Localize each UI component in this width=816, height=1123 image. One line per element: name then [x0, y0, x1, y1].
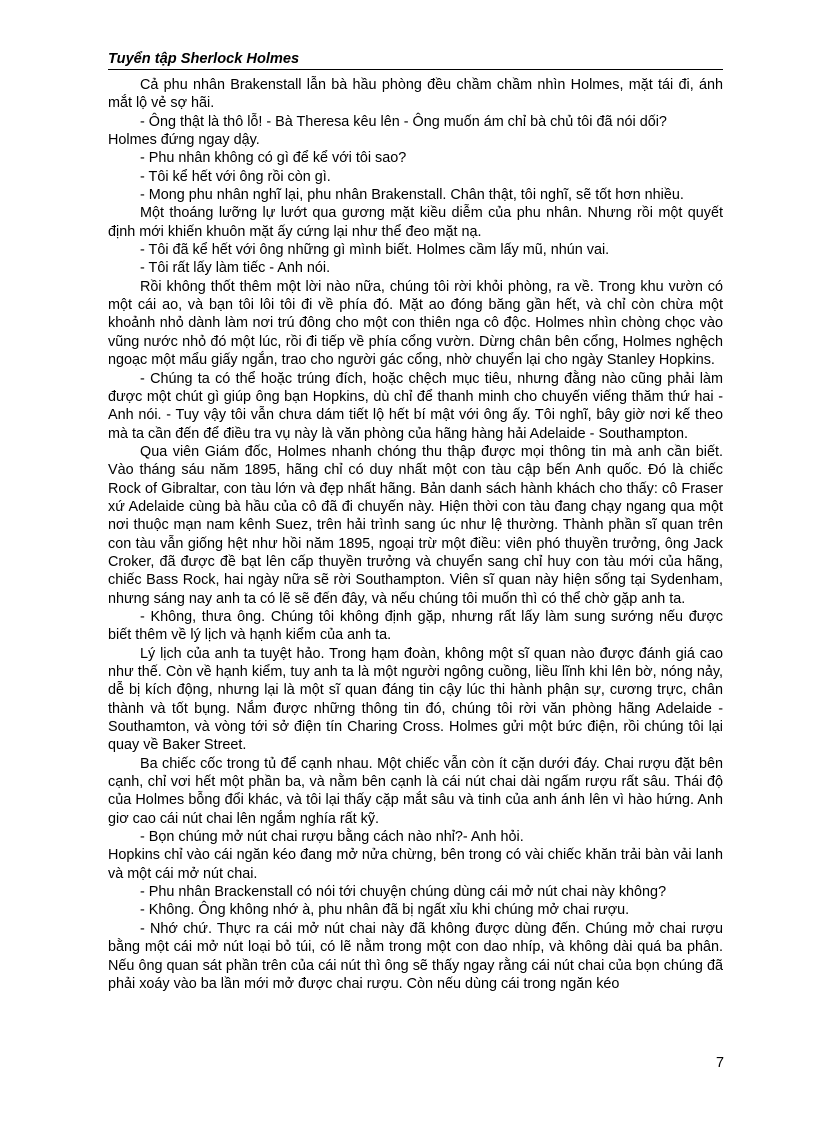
paragraph: Rồi không thốt thêm một lời nào nữa, chúng tôi rời khỏi phòng, ra về. Trong khu vườn có một cái ao, và bạn tôi lôi tôi đi về phía đó. Mặt ao đóng băng gần hết, và chỉ còn chừa một khoảnh nhỏ dành làm nơi trú đông cho một con thiên nga cô độc. Holmes nhìn chòng chọc vào vũng nước nhỏ đó một lúc, rồi đi tiếp về phía cổng vườn. Dừng chân bên cổng, Holmes nghệch ngoạc một mẩu giấy ngắn, trao cho người gác cổng, nhờ chuyển lại cho ngày Stanley Hopkins.: [108, 278, 723, 369]
page-number: 7: [715, 1055, 724, 1071]
paragraph: - Mong phu nhân nghĩ lại, phu nhân Brakenstall. Chân thật, tôi nghĩ, sẽ tốt hơn nhiều.: [140, 187, 684, 204]
paragraph: Holmes đứng ngay dậy.: [108, 132, 260, 149]
paragraph: - Tôi rất lấy làm tiếc - Anh nói.: [140, 260, 331, 277]
paragraph: - Phu nhân Brackenstall có nói tới chuyện chúng dùng cái mở nút chai này không?: [140, 884, 667, 901]
paragraph: Hopkins chỉ vào cái ngăn kéo đang mở nửa chừng, bên trong có vài chiếc khăn trải bàn vải lanh và một cái mở nút chai.: [108, 847, 723, 882]
body-text: [108, 76, 723, 993]
paragraph: - Nhớ chứ. Thực ra cái mở nút chai này đã không được dùng đến. Chúng mở chai rượu bằng một cái mở nút loại bỏ túi, có lẽ nằm trong một con dao nhíp, và không dài quá ba phân. Nếu ông quan sát phần trên của cái nút thì ông sẽ thấy ngay rằng cái nút chai của bọn chúng đã phải xoáy vào ba lần mới mở được chai rượu. Còn nếu dùng cái trong ngăn kéo: [108, 920, 723, 992]
paragraph: - Phu nhân không có gì để kể với tôi sao?: [140, 150, 407, 167]
paragraph: Cả phu nhân Brakenstall lẫn bà hầu phòng đều chầm chầm nhìn Holmes, mặt tái đi, ánh mắt lộ vẻ sợ hãi.: [108, 77, 723, 112]
running-header: Tuyển tập Sherlock Holmes: [108, 50, 723, 70]
paragraph: - Ông thật là thô lỗ! - Bà Theresa kêu lên - Ông muốn ám chỉ bà chủ tôi đã nói dối?: [140, 113, 667, 130]
paragraph: - Chúng ta có thể hoặc trúng đích, hoặc chệch mục tiêu, nhưng đằng nào cũng phải làm được một chút gì giúp ông bạn Hopkins, dù chỉ để thanh minh cho chuyến viếng thăm thứ hai - Anh nói. - Tuy vậy tôi vẫn chưa dám tiết lộ hết bí mật với ông ấy. Tôi nghĩ, bây giờ nơi kế theo mà ta cần đến để điều tra vụ này là văn phòng của hãng hàng hải Adelaide - Southampton.: [108, 370, 723, 442]
paragraph: Lý lịch của anh ta tuyệt hảo. Trong hạm đoàn, không một sĩ quan nào được đánh giá cao như thế. Còn về hạnh kiểm, tuy anh ta là một người ngông cuồng, liều lĩnh khi lên bờ, nóng nảy, dễ bị kích động, nhưng lại là một sĩ quan đáng tin cậy lúc thi hành phận sự, cương trực, chân thành và tốt bụng. Nắm được những thông tin đó, chúng tôi rời văn phòng hãng Adelaide - Southamton, và vòng tới sở điện tín Charing Cross. Holmes gửi một bức điện, rồi chúng tôi lại quay về Baker Street.: [108, 645, 723, 754]
paragraph: - Không, thưa ông. Chúng tôi không định gặp, nhưng rất lấy làm sung sướng nếu được biết thêm về lý lịch và hạnh kiểm của anh ta.: [108, 608, 723, 644]
paragraph: Qua viên Giám đốc, Holmes nhanh chóng thu thập được mọi thông tin mà anh cần biết. Vào tháng sáu năm 1895, hãng chỉ có duy nhất một con tàu cập bến Anh quốc. Đó là chiếc Rock of Gibraltar, con tàu lớn và đẹp nhất hãng. Bản danh sách hành khách cho thấy: cô Fraser xứ Adelaide cùng bà hầu của cô đã đi chuyến này. Hiện thời con tàu đang chạy ngang qua một nơi thuộc mạn nam kênh Suez, trên hải trình sang úc như lệ thường. Thành phần sĩ quan trên con tàu vẫn giống hệt như hồi năm 1895, ngoại trừ một điều: viên phó thuyền trưởng, ông Jack Croker, đã được đề bạt lên cấp thuyền trưởng và chuyển sang chỉ huy con tàu mới của hãng, chiếc Bass Rock, hai ngày nữa sẽ rời Southampton. Viên sĩ quan này hiện sống tại Sydenham, nhưng sáng nay anh ta có lẽ sẽ đến đây, và nếu chúng tôi muốn thì có thể chờ gặp anh ta.: [108, 443, 723, 607]
paragraph: - Tôi kể hết với ông rồi còn gì.: [140, 168, 331, 185]
paragraph: - Bọn chúng mở nút chai rượu bằng cách nào nhỉ?- Anh hỏi.: [140, 829, 524, 846]
paragraph: - Không. Ông không nhớ à, phu nhân đã bị ngất xỉu khi chúng mở chai rượu.: [140, 902, 630, 919]
paragraph: Ba chiếc cốc trong tủ để cạnh nhau. Một chiếc vẫn còn ít cặn dưới đáy. Chai rượu đặt bên cạnh, chỉ vơi hết một phần ba, và nằm bên cạnh là cái nút chai dài ngấm rượu rất sâu. Thái độ của Holmes bỗng đổi khác, và tôi lại thấy cặp mắt sâu và tinh của anh ánh lên vì hào hứng. Anh giơ cao cái nút chai lên ngắm nghía rất kỹ.: [108, 755, 723, 827]
paragraph: Một thoáng lưỡng lự lướt qua gương mặt kiều diễm của phu nhân. Nhưng rồi một quyết định mới khiến khuôn mặt ấy cứng lại như thể đeo mặt nạ.: [108, 205, 723, 240]
paragraph: - Tôi đã kể hết với ông những gì mình biết. Holmes cầm lấy mũ, nhún vai.: [140, 242, 610, 259]
